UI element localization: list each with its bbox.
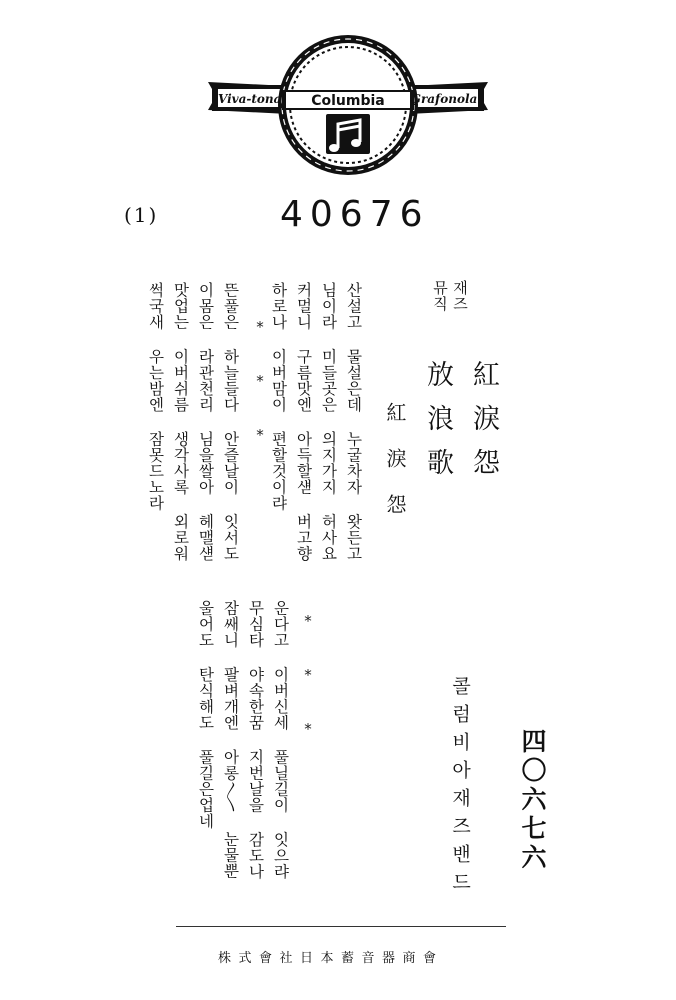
title-line-1: 紅淚怨 <box>468 360 499 492</box>
song1-separator: * * * <box>251 318 269 444</box>
song1-line-4: 하로나 이버맘이 편할것이랴 <box>269 282 288 511</box>
song1-line-6: 이몸은 라관천리 님을쌀아 헤맬섇 <box>196 282 215 562</box>
catalog-number: 四〇六七六 <box>518 728 547 873</box>
song1-title: 紅淚怨 <box>383 402 407 540</box>
song1-line-3: 커멀니 구름맛엔 아득할섇 버고향 <box>294 282 313 562</box>
song1-line-5: 뜬풀은 하늘들다 안즐날이 잇서도 <box>221 282 240 562</box>
company-name: 株式會社日本蓄音器商會 <box>218 951 444 966</box>
song2-line-2: 무심타 야속한꿈 지번날을 감도나 <box>246 600 265 880</box>
performer-name: 콜럼비아재즈밴드 <box>449 676 471 900</box>
song2-separator: * * * <box>299 612 317 738</box>
footer-divider <box>176 926 506 927</box>
music-note-icon <box>326 114 370 154</box>
logo-right-text: Grafonola <box>410 92 478 106</box>
genre-line-2: 뮤직 <box>431 280 449 312</box>
song2-line-4: 울어도 탄식해도 풀길은업네 <box>196 600 215 829</box>
song1-line-7: 맛업는 이버쉬름 생각사록 외로워 <box>171 282 190 562</box>
title-line-2: 放浪歌 <box>422 360 453 492</box>
columbia-logo <box>198 30 498 180</box>
logo-brand-text: Columbia <box>311 93 385 109</box>
song2-line-3: 잠쌔니 팔벼개엔 아롱〳〵 눈물뿐 <box>221 600 240 879</box>
song1-line-2: 님이라 미들곳은 의지가지 허사요 <box>319 282 338 562</box>
logo-left-text: Viva-tonal <box>218 92 286 106</box>
song1-line-8: 썩국새 우는밤엔 잠못드노라 <box>146 282 165 511</box>
genre-line-1: 재즈 <box>451 280 469 312</box>
song1-line-1: 산설고 물설은데 누굴차자 왓든고 <box>344 282 363 562</box>
song2-line-1: 운다고 이버신세 풀닐길이 잇으랴 <box>271 600 290 880</box>
side-number: (1) <box>124 203 159 227</box>
record-number: 40676 <box>280 194 430 235</box>
